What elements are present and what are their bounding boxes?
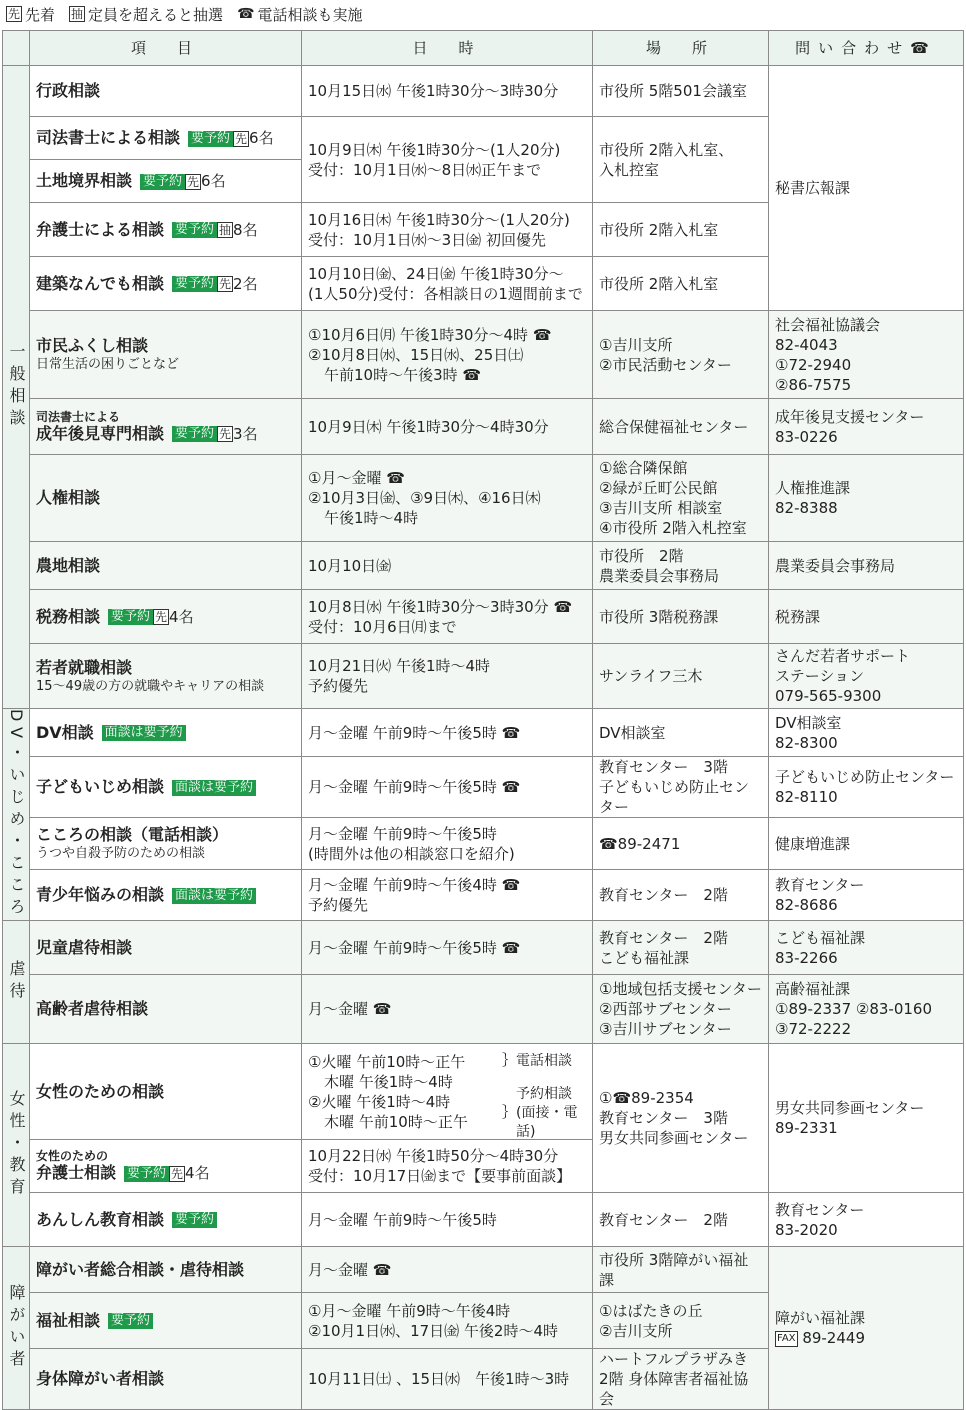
phone-icon: ☎ xyxy=(237,6,255,22)
table-row: 土地境界相談 要予約 先 6名 xyxy=(3,160,964,203)
table-row: 子どもいじめ相談 面談は要予約 月～金曜 午前9時～午後5時 ☎ 教育センター 3階 子どもいじめ防止センター 子どもいじめ防止センター 82-8110 xyxy=(3,757,964,818)
table-row: 身体障がい者相談 10月11日㈯ 、15日㈬ 午後1時～3時 ハートフルプラザみき 2階 身体障害者福祉協会 xyxy=(3,1349,964,1410)
table-row: 障がい者 障がい者総合相談・虐待相談 月～金曜 ☎ 市役所 3階障がい福祉課 障がい福祉課 FAX 89-2449 xyxy=(3,1247,964,1293)
table-row: DV・いじめ・こころ DV相談 面談は要予約 月～金曜 午前9時～午後5時 ☎ DV相談室 DV相談室 82-8300 xyxy=(3,709,964,757)
phone-icon: ☎ xyxy=(910,39,937,57)
table-row: あんしん教育相談 要予約 月～金曜 午前9時～午後5時 教育センター 2階 教育センター 83-2020 xyxy=(3,1193,964,1247)
lottery-box-icon: 抽 xyxy=(71,7,84,21)
category-abuse: 虐待 xyxy=(3,921,30,1044)
phone-icon: ☎ xyxy=(372,1000,392,1018)
header-date: 日 時 xyxy=(302,31,593,66)
table-row: 福祉相談 要予約 ①月～金曜 午前9時～午後4時 ②10月1日㈬、17日㈮ 午後2時～4時 ①はばたきの丘 ②吉川支所 xyxy=(3,1293,964,1349)
table-row: 税務相談 要予約 先 4名 10月8日㈬ 午後1時30分～3時30分 ☎ 受付：10月6日㈪まで 市役所 3階税務課 税務課 xyxy=(3,590,964,644)
table-row: 女性・教育 女性のための相談 ①火曜 午前10時～正午 木曜 午後1時～4時 ②火曜 午後1時～4時 木曜 午前10時～正午 ｝電話相談 ｝ 予約相談 (面接・電話) ①☎89-2354 教育センター 3階 男女共同参画センター 男女共同参画センター 89-2331 xyxy=(3,1044,964,1140)
table-row: 弁護士による相談 要予約 抽 8名 10月16日㈭ 午後1時30分～(1人20分) 受付：10月1日㈬～3日㈮ 初回優先 市役所 2階入札室 xyxy=(3,203,964,257)
table-row: こころの相談（電話相談） うつや自殺予防のための相談 月～金曜 午前9時～午後5時 (時間外は他の相談窓口を紹介) ☎89-2471 健康増進課 xyxy=(3,818,964,870)
fax-icon: FAX xyxy=(775,1331,798,1347)
phone-icon: ☎ xyxy=(462,365,482,384)
table-row: 人権相談 ①月～金曜 ☎ ②10月3日㈮、③9日㈭、④16日㈭ 午後1時～4時 ①総合隣保館 ②緑が丘町公民館 ③吉川支所 相談室 ④市役所 2階入札控室 人権推進課 82-8388 xyxy=(3,455,964,542)
table-row: 虐待 児童虐待相談 月～金曜 午前9時～午後5時 ☎ 教育センター 2階 こども福祉課 こども福祉課 83-2266 xyxy=(3,921,964,975)
table-row: 司法書士による 成年後見専門相談 要予約 先 3名 10月9日㈭ 午後1時30分～4時30分 総合保健福祉センター 成年後見支援センター 83-0226 xyxy=(3,399,964,455)
consultation-table xyxy=(2,30,964,1410)
category-dv: DV・いじめ・こころ xyxy=(3,709,30,921)
table-row: 若者就職相談 15～49歳の方の就職やキャリアの相談 10月21日㈫ 午後1時～4時 予約優先 サンライフ三木 さんだ若者サポート ステーション 079-565-9300 xyxy=(3,644,964,709)
phone-icon: ☎ xyxy=(501,723,521,742)
table-row: 農地相談 10月10日㈮ 市役所 2階 農業委員会事務局 農業委員会事務局 xyxy=(3,542,964,590)
legend-phone: ☎ 電話相談も実施 xyxy=(237,5,363,24)
phone-icon: ☎ xyxy=(501,938,521,957)
legend-first: 先 先着 xyxy=(8,5,56,24)
table-row: 司法書士による相談 要予約 先 6名 10月9日㈭ 午後1時30分～(1人20分) 受付：10月1日㈬～8日㈬正午まで 市役所 2階入札室、 入札控室 xyxy=(3,117,964,160)
table-row: 女性のための 弁護士相談 要予約 先 4名 10月22日㈬ 午後1時50分～4時30分 受付：10月17日㈮まで【要事前面談】 xyxy=(3,1140,964,1193)
table-row: 市民ふくし相談 日常生活の困りごとなど ①10月6日㈪ 午後1時30分～4時 ☎ ②10月8日㈬、15日㈬、25日㈯ 午前10時～午後3時 ☎ ①吉川支所 ②市民活動センター 社会福祉協議会 82-4043 ①72-2940 ②86-7575 xyxy=(3,311,964,399)
table-row: 一般相談 行政相談 10月15日㈬ 午後1時30分～3時30分 市役所 5階501会議室 秘書広報課 xyxy=(3,66,964,117)
phone-icon: ☎ xyxy=(501,778,521,796)
category-general: 一般相談 xyxy=(3,66,30,709)
legend-lottery: 抽 定員を超えると抽選 xyxy=(71,5,224,24)
table-header xyxy=(3,31,964,66)
table-row: 建築なんでも相談 要予約 先 2名 10月10日㈮、24日㈮ 午後1時30分～ (1人50分)受付：各相談日の1週間前まで 市役所 2階入札室 xyxy=(3,257,964,311)
header-contact: 問い合わせ☎ xyxy=(769,31,964,66)
phone-icon: ☎ xyxy=(372,1260,392,1279)
header-place: 場 所 xyxy=(593,31,769,66)
table-row: 青少年悩みの相談 面談は要予約 月～金曜 午前9時～午後4時 ☎ 予約優先 教育センター 2階 教育センター 82-8686 xyxy=(3,870,964,921)
legend xyxy=(0,0,966,28)
phone-icon: ☎ xyxy=(386,469,405,487)
table-row: 高齢者虐待相談 月～金曜 ☎ ①地域包括支援センター ②西部サブセンター ③吉川サブセンター 高齢福祉課 ①89-2337 ②83-0160 ③72-2222 xyxy=(3,975,964,1044)
phone-icon: ☎ xyxy=(553,597,573,616)
phone-icon: ☎ xyxy=(532,325,552,344)
phone-icon: ☎ xyxy=(501,876,521,894)
header-item: 項 目 xyxy=(30,31,302,66)
category-disability: 障がい者 xyxy=(3,1247,30,1410)
first-box-icon: 先 xyxy=(8,7,21,21)
category-women: 女性・教育 xyxy=(3,1044,30,1247)
